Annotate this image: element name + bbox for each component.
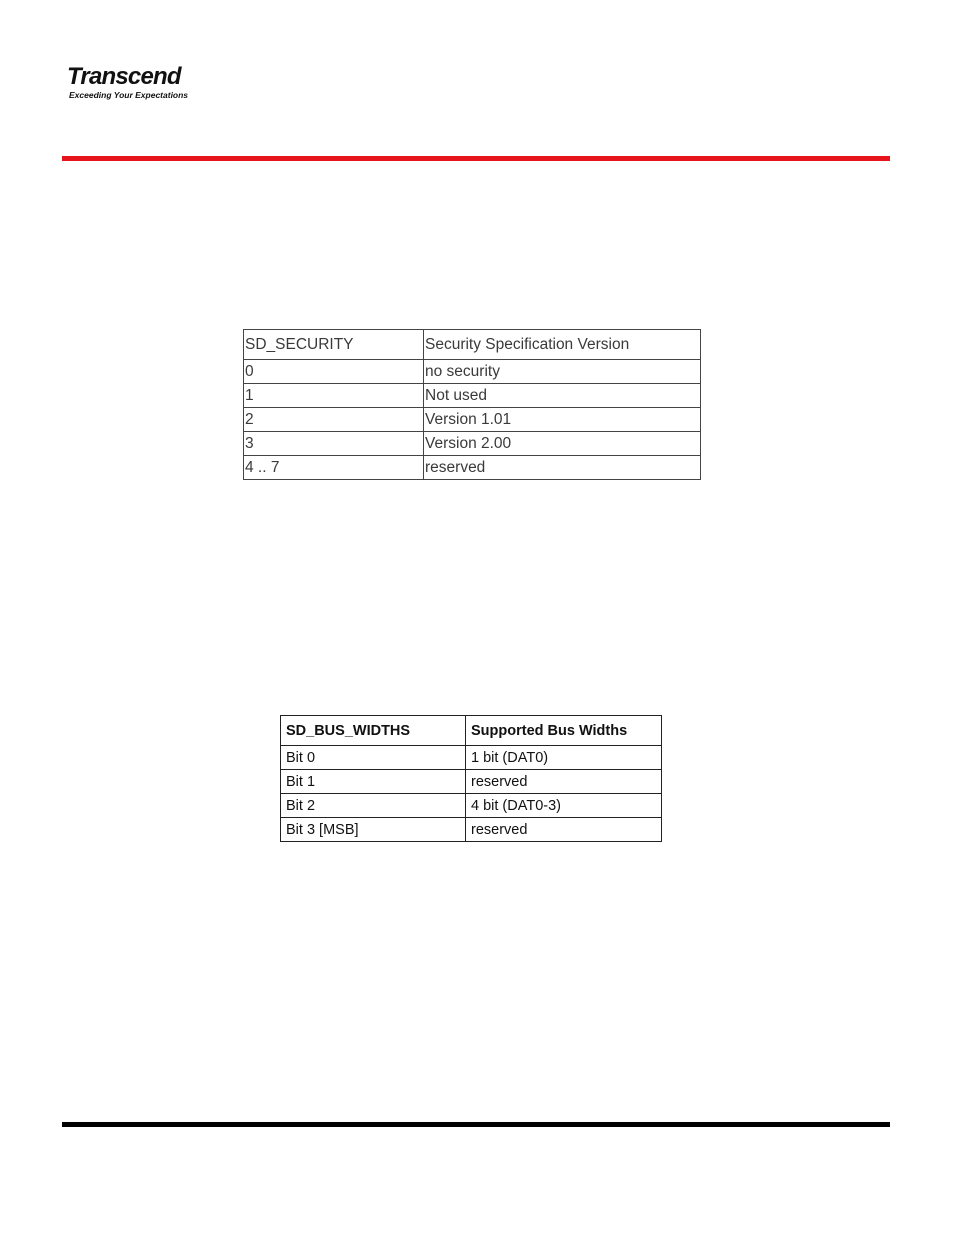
table-cell: Bit 2 [281, 794, 466, 818]
sd-bus-widths-table [280, 715, 662, 842]
table-header-row [244, 330, 701, 360]
table-cell: reserved [466, 818, 662, 842]
table-cell: reserved [424, 456, 701, 480]
table-row [244, 360, 701, 384]
table-cell: Bit 3 [MSB] [281, 818, 466, 842]
column-header: SD_SECURITY [244, 330, 424, 360]
table-cell: 1 bit (DAT0) [466, 746, 662, 770]
table-cell: 0 [244, 360, 424, 384]
table-cell: 3 [244, 432, 424, 456]
table-row [281, 746, 662, 770]
column-header: SD_BUS_WIDTHS [281, 716, 466, 746]
logo-tagline: Exceeding Your Expectations [69, 90, 189, 100]
table-cell: Bit 1 [281, 770, 466, 794]
table-header-row [281, 716, 662, 746]
table-cell: 4 .. 7 [244, 456, 424, 480]
table-cell: no security [424, 360, 701, 384]
table-row [281, 794, 662, 818]
table-cell: 2 [244, 408, 424, 432]
table-cell: Version 2.00 [424, 432, 701, 456]
header-divider [62, 156, 890, 161]
table-row [281, 770, 662, 794]
table-cell: 4 bit (DAT0-3) [466, 794, 662, 818]
transcend-logo [67, 64, 207, 104]
table-cell: Not used [424, 384, 701, 408]
table-row [244, 432, 701, 456]
footer-divider [62, 1122, 890, 1127]
table-row [244, 408, 701, 432]
table-cell: Version 1.01 [424, 408, 701, 432]
column-header: Supported Bus Widths [466, 716, 662, 746]
table-cell: Bit 0 [281, 746, 466, 770]
table-cell: reserved [466, 770, 662, 794]
sd-security-table [243, 329, 701, 480]
column-header: Security Specification Version [424, 330, 701, 360]
table-row [281, 818, 662, 842]
table-row [244, 456, 701, 480]
logo-wordmark: Transcend [67, 63, 181, 90]
table-cell: 1 [244, 384, 424, 408]
table-row [244, 384, 701, 408]
